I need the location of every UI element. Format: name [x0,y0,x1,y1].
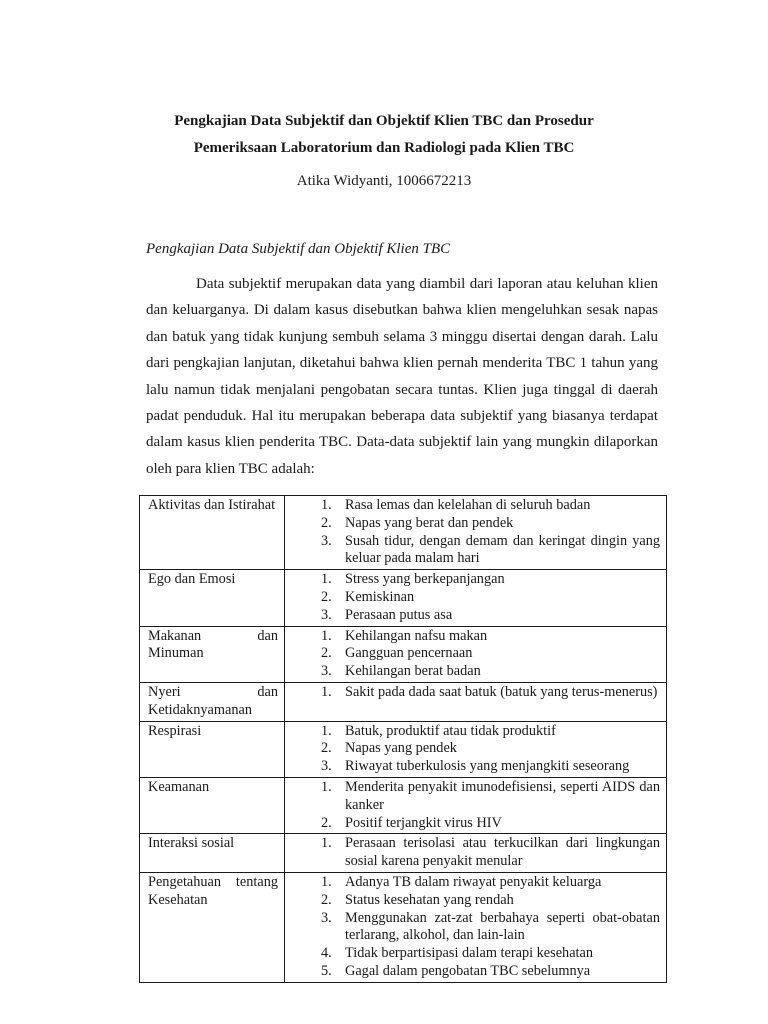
items-cell [285,496,667,570]
list-item [293,910,660,946]
list-item [293,963,660,981]
list-item-text: Positif terjangkit virus HIV [345,814,502,831]
category-cell [140,570,285,626]
subjective-data-table [139,495,667,983]
list-item-number: 3. [321,909,332,926]
items-cell [285,721,667,777]
list-item-number: 1. [321,497,332,513]
category-cell [140,872,285,982]
category-label: Ego dan Emosi [148,571,236,588]
items-cell [285,872,667,982]
items-list [293,571,660,624]
list-item-text: Perasaan terisolasi atau terkucilkan dari lingkungan sosial karena penyakit menular [345,835,660,870]
category-label: Nyeri dan Ketidaknyamanan [148,683,278,718]
list-item [293,892,660,910]
list-item [293,779,660,815]
list-item-text: Kemiskinan [345,588,415,605]
list-item [293,589,660,607]
list-item-number: 2. [321,891,332,908]
category-cell [140,721,285,777]
list-item-number: 2. [321,740,332,757]
list-item-number: 1. [321,835,332,852]
list-item-text: Gagal dalam pengobatan TBC sebelumnya [345,962,591,979]
author-line: Atika Widyanti, 1006672213 [296,173,472,189]
list-item-text: Sakit pada dada saat batuk (batuk yang terus-menerus) [345,683,658,700]
list-item [293,571,660,589]
category-cell [140,626,285,682]
title-line-1: Pengkajian Data Subjektif dan Objektif Klien TBC dan Prosedur [174,113,594,129]
list-item-text: Riwayat tuberkulosis yang menjangkiti seseorang [345,758,630,775]
table-row [140,496,667,570]
document-title [0,108,768,162]
items-list [293,723,660,776]
category-cell [140,682,285,721]
list-item-text: Kehilangan nafsu makan [345,627,488,644]
items-list [293,628,660,681]
table-row [140,570,667,626]
category-cell [140,834,285,873]
title-line-2: Pemeriksaan Laboratorium dan Radiologi pada Klien TBC [193,140,575,156]
list-item-number: 2. [321,645,332,662]
list-item [293,874,660,892]
list-item [293,497,660,515]
list-item-text: Menderita penyakit imunodefisiensi, seperti AIDS dan kanker [345,778,660,813]
list-item [293,607,660,625]
list-item [293,663,660,681]
list-item-text: Tidak berpartisipasi dalam terapi kesehatan [345,945,594,962]
list-item-text: Kehilangan berat badan [345,663,481,680]
list-item-number: 2. [321,514,332,531]
list-item-text: Menggunakan zat-zat berbahaya seperti obat-obatan terlarang, alkohol, dan lain-lain [345,909,660,944]
items-list [293,874,660,981]
list-item-number: 3. [321,663,332,680]
list-item-number: 1. [321,627,332,644]
list-item-number: 2. [321,588,332,605]
list-item-text: Batuk, produktif atau tidak produktif [345,722,556,739]
list-item-text: Rasa lemas dan kelelahan di seluruh badan [345,497,591,513]
list-item-text: Susah tidur, dengan demam dan keringat dingin yang keluar pada malam hari [345,532,660,567]
list-item-number: 1. [321,722,332,739]
list-item [293,815,660,833]
section-heading: Pengkajian Data Subjektif dan Objektif Klien TBC [146,241,451,257]
table-body [140,496,667,983]
category-label: Respirasi [148,722,202,739]
list-item [293,758,660,776]
items-cell [285,777,667,833]
list-item [293,645,660,663]
category-label: Interaksi sosial [148,835,235,852]
category-label: Pengetahuan tentang Kesehatan [148,873,278,908]
list-item [293,515,660,533]
items-cell [285,570,667,626]
table-row [140,721,667,777]
category-label: Keamanan [148,778,210,795]
items-list [293,497,660,568]
table-row [140,834,667,873]
list-item [293,684,660,702]
table-row [140,682,667,721]
items-cell [285,834,667,873]
list-item-text: Perasaan putus asa [345,606,453,623]
list-item-number: 3. [321,606,332,623]
list-item [293,835,660,871]
list-item-text: Napas yang berat dan pendek [345,514,514,531]
items-list [293,779,660,832]
list-item [293,740,660,758]
list-item [293,723,660,741]
items-cell [285,682,667,721]
category-cell [140,496,285,570]
list-item-number: 1. [321,778,332,795]
list-item-number: 1. [321,571,332,588]
list-item-text: Stress yang berkepanjangan [345,571,505,588]
list-item-number: 5. [321,962,332,979]
list-item-text: Napas yang pendek [345,740,457,757]
list-item [293,533,660,569]
list-item-number: 3. [321,532,332,549]
table-row [140,777,667,833]
list-item-text: Adanya TB dalam riwayat penyakit keluarga [345,873,602,890]
list-item-number: 1. [321,873,332,890]
list-item-number: 1. [321,683,332,700]
items-cell [285,626,667,682]
items-list [293,684,660,702]
body-paragraph: Data subjektif merupakan data yang diambil dari laporan atau keluhan klien dan keluarganya. Di dalam kasus disebutkan bahwa klien mengeluhkan sesak napas dan batuk yang tidak kunjung sembuh selama 3 minggu disertai dengan darah. Lalu dari pengkajian lanjutan, diketahui bahwa klien pernah menderita TBC 1 tahun yang lalu namun tidak menjalani pengobatan secara tuntas. Klien juga tinggal di daerah padat penduduk. Hal itu merupakan beberapa data subjektif yang biasanya terdapat dalam kasus klien penderita TBC. Data-data subjektif lain yang mungkin dilaporkan oleh para klien TBC adalah: [146,276,658,477]
table-row [140,626,667,682]
category-cell [140,777,285,833]
list-item-text: Status kesehatan yang rendah [345,891,514,908]
category-label: Makanan dan Minuman [148,627,278,662]
list-item-number: 3. [321,758,332,775]
list-item-number: 2. [321,814,332,831]
category-label: Aktivitas dan Istirahat [148,497,276,513]
list-item [293,945,660,963]
list-item-number: 4. [321,945,332,962]
table-row [140,872,667,982]
list-item-text: Gangguan pencernaan [345,645,473,662]
items-list [293,835,660,871]
list-item [293,628,660,646]
